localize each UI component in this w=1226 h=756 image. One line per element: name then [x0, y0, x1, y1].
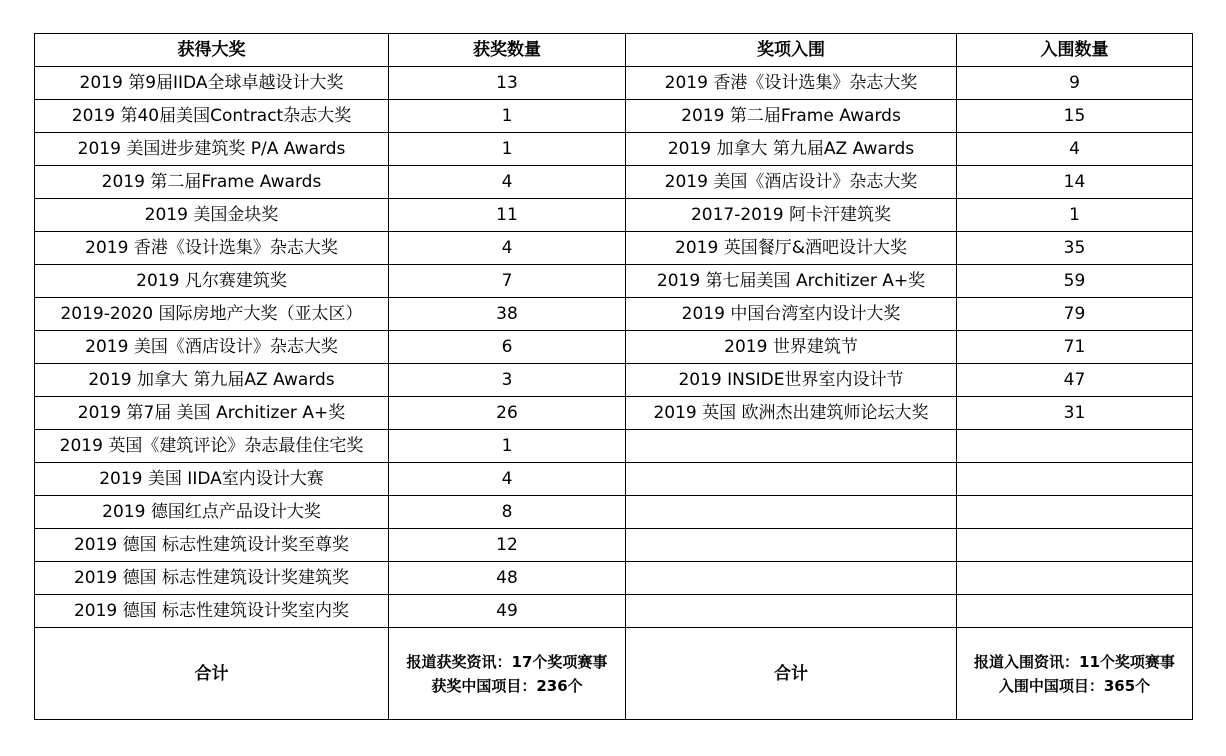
header-nominated-name: 奖项入围: [626, 34, 957, 67]
table-row: [35, 232, 1193, 265]
table-row: [35, 397, 1193, 430]
cell-nominated-count: 4: [957, 133, 1193, 166]
cell-nominated-name: 2019 第二届Frame Awards: [626, 100, 957, 133]
cell-won-count: 12: [389, 529, 626, 562]
table-row: [35, 166, 1193, 199]
table-row: [35, 430, 1193, 463]
cell-won-count: 1: [389, 133, 626, 166]
cell-nominated-count: [957, 529, 1193, 562]
cell-nominated-name: 2017-2019 阿卡汗建筑奖: [626, 199, 957, 232]
cell-nominated-name: 2019 美国《酒店设计》杂志大奖: [626, 166, 957, 199]
cell-nominated-count: 14: [957, 166, 1193, 199]
header-won-count: 获奖数量: [389, 34, 626, 67]
cell-won-count: 48: [389, 562, 626, 595]
cell-nominated-count: 35: [957, 232, 1193, 265]
cell-nominated-name: 2019 INSIDE世界室内设计节: [626, 364, 957, 397]
total-nominated-note-projects: 入围中国项目：365个: [998, 676, 1151, 695]
cell-won-count: 7: [389, 265, 626, 298]
cell-nominated-count: 15: [957, 100, 1193, 133]
cell-won-count: 1: [389, 100, 626, 133]
cell-won-name: 2019 英国《建筑评论》杂志最佳住宅奖: [35, 430, 389, 463]
cell-won-count: 11: [389, 199, 626, 232]
cell-nominated-name: [626, 463, 957, 496]
cell-won-name: 2019 美国金块奖: [35, 199, 389, 232]
table-row: [35, 496, 1193, 529]
cell-won-count: 13: [389, 67, 626, 100]
cell-nominated-count: 71: [957, 331, 1193, 364]
cell-won-name: 2019 德国红点产品设计大奖: [35, 496, 389, 529]
total-row: [35, 628, 1193, 720]
cell-nominated-name: 2019 香港《设计选集》杂志大奖: [626, 67, 957, 100]
table-row: [35, 529, 1193, 562]
cell-nominated-name: [626, 562, 957, 595]
table-row: [35, 199, 1193, 232]
total-nominated-note: [957, 628, 1193, 720]
cell-nominated-count: [957, 496, 1193, 529]
cell-won-name: 2019 德国 标志性建筑设计奖至尊奖: [35, 529, 389, 562]
table-row: [35, 463, 1193, 496]
cell-won-name: 2019 德国 标志性建筑设计奖建筑奖: [35, 562, 389, 595]
header-row: [35, 34, 1193, 67]
cell-won-count: 4: [389, 232, 626, 265]
cell-nominated-name: 2019 英国餐厅&酒吧设计大奖: [626, 232, 957, 265]
cell-won-count: 38: [389, 298, 626, 331]
total-nominated-label: 合计: [626, 628, 957, 720]
cell-nominated-count: 1: [957, 199, 1193, 232]
cell-won-name: 2019 凡尔赛建筑奖: [35, 265, 389, 298]
cell-nominated-name: 2019 英国 欧洲杰出建筑师论坛大奖: [626, 397, 957, 430]
cell-won-name: 2019 第二届Frame Awards: [35, 166, 389, 199]
cell-nominated-count: 59: [957, 265, 1193, 298]
cell-nominated-name: [626, 529, 957, 562]
cell-won-count: 49: [389, 595, 626, 628]
table-row: [35, 331, 1193, 364]
total-won-note-projects: 获奖中国项目：236个: [431, 676, 583, 695]
cell-won-name: 2019 美国 IIDA室内设计大赛: [35, 463, 389, 496]
table-row: [35, 133, 1193, 166]
cell-won-name: 2019 美国进步建筑奖 P/A Awards: [35, 133, 389, 166]
cell-nominated-name: 2019 世界建筑节: [626, 331, 957, 364]
cell-nominated-count: [957, 562, 1193, 595]
cell-won-count: 26: [389, 397, 626, 430]
cell-won-count: 6: [389, 331, 626, 364]
cell-won-name: 2019 香港《设计选集》杂志大奖: [35, 232, 389, 265]
table-row: [35, 298, 1193, 331]
table-row: [35, 67, 1193, 100]
cell-won-count: 4: [389, 166, 626, 199]
cell-won-name: 2019 第40届美国Contract杂志大奖: [35, 100, 389, 133]
cell-nominated-count: 31: [957, 397, 1193, 430]
table-row: [35, 364, 1193, 397]
cell-nominated-count: 79: [957, 298, 1193, 331]
cell-won-name: 2019-2020 国际房地产大奖（亚太区）: [35, 298, 389, 331]
cell-nominated-count: 47: [957, 364, 1193, 397]
cell-nominated-count: 9: [957, 67, 1193, 100]
cell-nominated-count: [957, 463, 1193, 496]
cell-nominated-count: [957, 430, 1193, 463]
total-won-note-events: 报道获奖资讯：17个奖项赛事: [406, 652, 608, 671]
cell-nominated-name: 2019 中国台湾室内设计大奖: [626, 298, 957, 331]
cell-won-count: 4: [389, 463, 626, 496]
table-row: [35, 265, 1193, 298]
cell-won-count: 3: [389, 364, 626, 397]
cell-won-name: 2019 加拿大 第九届AZ Awards: [35, 364, 389, 397]
cell-won-name: 2019 美国《酒店设计》杂志大奖: [35, 331, 389, 364]
table-row: [35, 100, 1193, 133]
cell-nominated-name: [626, 595, 957, 628]
awards-table: [34, 33, 1193, 720]
cell-nominated-name: 2019 加拿大 第九届AZ Awards: [626, 133, 957, 166]
cell-won-count: 1: [389, 430, 626, 463]
header-won-name: 获得大奖: [35, 34, 389, 67]
cell-won-count: 8: [389, 496, 626, 529]
table-row: [35, 562, 1193, 595]
table-row: [35, 595, 1193, 628]
total-won-label: 合计: [35, 628, 389, 720]
cell-nominated-count: [957, 595, 1193, 628]
cell-won-name: 2019 第9届IIDA全球卓越设计大奖: [35, 67, 389, 100]
cell-nominated-name: 2019 第七届美国 Architizer A+奖: [626, 265, 957, 298]
cell-won-name: 2019 德国 标志性建筑设计奖室内奖: [35, 595, 389, 628]
cell-won-name: 2019 第7届 美国 Architizer A+奖: [35, 397, 389, 430]
total-won-note: [389, 628, 626, 720]
cell-nominated-name: [626, 430, 957, 463]
total-nominated-note-events: 报道入围资讯：11个奖项赛事: [974, 652, 1175, 671]
header-nominated-count: 入围数量: [957, 34, 1193, 67]
cell-nominated-name: [626, 496, 957, 529]
